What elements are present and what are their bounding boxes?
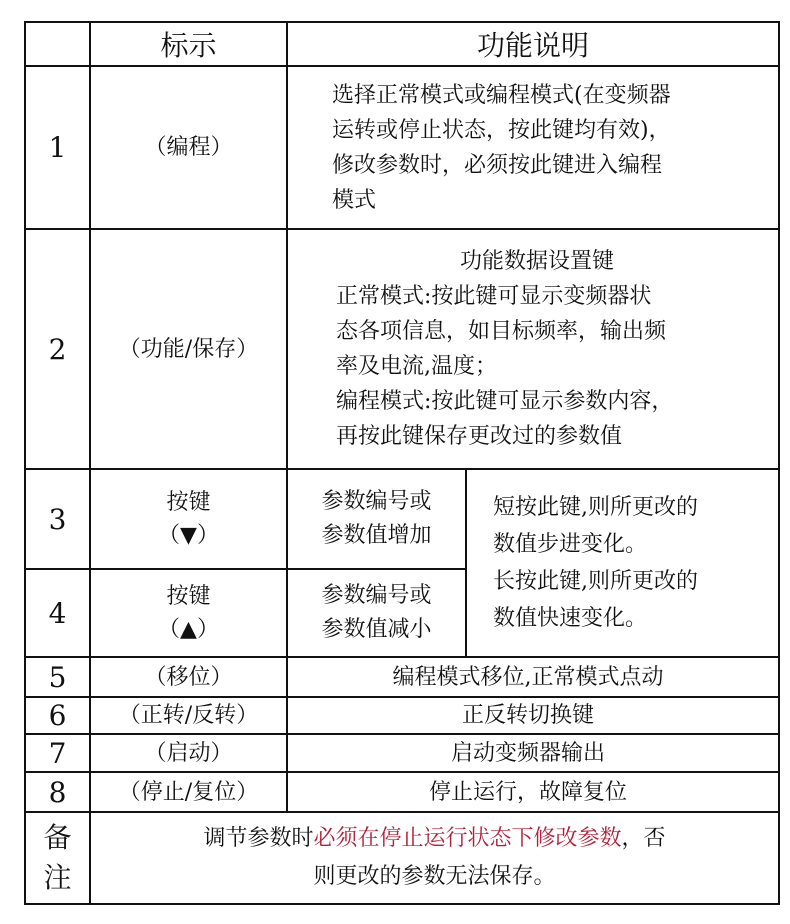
row-mark: （编程） xyxy=(90,66,287,229)
description-line: 参数编号或 xyxy=(321,489,432,514)
description-line: 正常模式:按此键可显示变频器状 xyxy=(336,284,652,309)
row-description: 编程模式移位,正常模式点动 xyxy=(287,657,779,697)
row-description: 停止运行，故障复位 xyxy=(287,772,779,812)
row-mark: （功能/保存） xyxy=(90,229,287,469)
description-line: 模式 xyxy=(332,187,377,213)
note-text-plain: 调节参数时 xyxy=(203,826,314,851)
description-line: 率及电流,温度； xyxy=(336,354,497,379)
row-description: 启动变频器输出 xyxy=(287,734,779,772)
row-mark xyxy=(90,469,287,569)
row-description xyxy=(287,66,779,229)
row-number: 1 xyxy=(25,66,90,229)
description-title: 功能数据设置键 xyxy=(460,249,615,274)
row-mark: （移位） xyxy=(90,657,287,697)
table-row xyxy=(25,229,779,469)
row-sub-description xyxy=(287,569,466,657)
merged-description xyxy=(466,469,779,657)
header-function: 功能说明 xyxy=(287,22,779,66)
description-line: 编程模式:按此键可显示参数内容， xyxy=(336,389,674,414)
table-row xyxy=(25,772,779,812)
description-line: 参数值减小 xyxy=(321,617,432,642)
note-text xyxy=(90,812,779,904)
paren-open: （ xyxy=(158,523,181,548)
note-label-char: 备 xyxy=(43,821,72,854)
mark-key xyxy=(91,613,286,646)
table-row xyxy=(25,469,779,569)
header-row xyxy=(25,22,779,66)
row-mark: （停止/复位） xyxy=(90,772,287,812)
row-number: 7 xyxy=(25,734,90,772)
mark-label: 按键 xyxy=(166,490,211,515)
row-sub-description xyxy=(287,469,466,569)
table-row xyxy=(25,657,779,697)
row-number: 4 xyxy=(25,569,90,657)
row-number: 2 xyxy=(25,229,90,469)
down-triangle-icon: ▼ xyxy=(180,523,197,548)
table-row xyxy=(25,734,779,772)
description-line: 数值快速变化。 xyxy=(493,606,648,631)
description-line: 运转或停止状态，按此键均有效)， xyxy=(332,117,671,143)
description-line: 修改参数时，必须按此键进入编程 xyxy=(332,152,663,178)
table-row xyxy=(25,697,779,734)
mark-label: 按键 xyxy=(166,584,211,609)
description-line: 参数值增加 xyxy=(321,523,432,548)
description-line: 短按此键,则所更改的 xyxy=(493,495,698,520)
row-number: 5 xyxy=(25,657,90,697)
note-line: 则更改的参数无法保存。 xyxy=(313,864,556,889)
description-line: 长按此键,则所更改的 xyxy=(493,569,698,594)
row-mark: （正转/反转） xyxy=(90,697,287,734)
description-line: 参数编号或 xyxy=(321,583,432,608)
note-label-char: 注 xyxy=(43,861,72,894)
description-line: 选择正常模式或编程模式(在变频器 xyxy=(332,82,671,108)
paren-close: ） xyxy=(196,617,219,642)
row-number: 3 xyxy=(25,469,90,569)
note-row xyxy=(25,812,779,904)
row-number: 6 xyxy=(25,697,90,734)
description-line: 再按此键保存更改过的参数值 xyxy=(336,424,623,449)
description-line: 数值步进变化。 xyxy=(493,532,648,557)
row-number: 8 xyxy=(25,772,90,812)
mark-key xyxy=(91,519,286,552)
function-table xyxy=(24,21,780,905)
paren-close: ） xyxy=(196,523,219,548)
description-line: 态各项信息，如目标频率，输出频 xyxy=(336,319,667,344)
header-mark: 标示 xyxy=(90,22,287,66)
header-index xyxy=(25,22,90,66)
row-mark xyxy=(90,569,287,657)
row-description: 正反转切换键 xyxy=(287,697,779,734)
row-mark: （启动） xyxy=(90,734,287,772)
row-description xyxy=(287,229,779,469)
up-triangle-icon: ▲ xyxy=(180,617,197,642)
paren-open: （ xyxy=(158,617,181,642)
note-text-highlight: 必须在停止运行状态下修改参数 xyxy=(313,826,622,851)
note-line xyxy=(91,820,778,858)
note-label xyxy=(25,812,90,904)
table-row xyxy=(25,66,779,229)
note-text-plain: ，否 xyxy=(621,826,666,851)
